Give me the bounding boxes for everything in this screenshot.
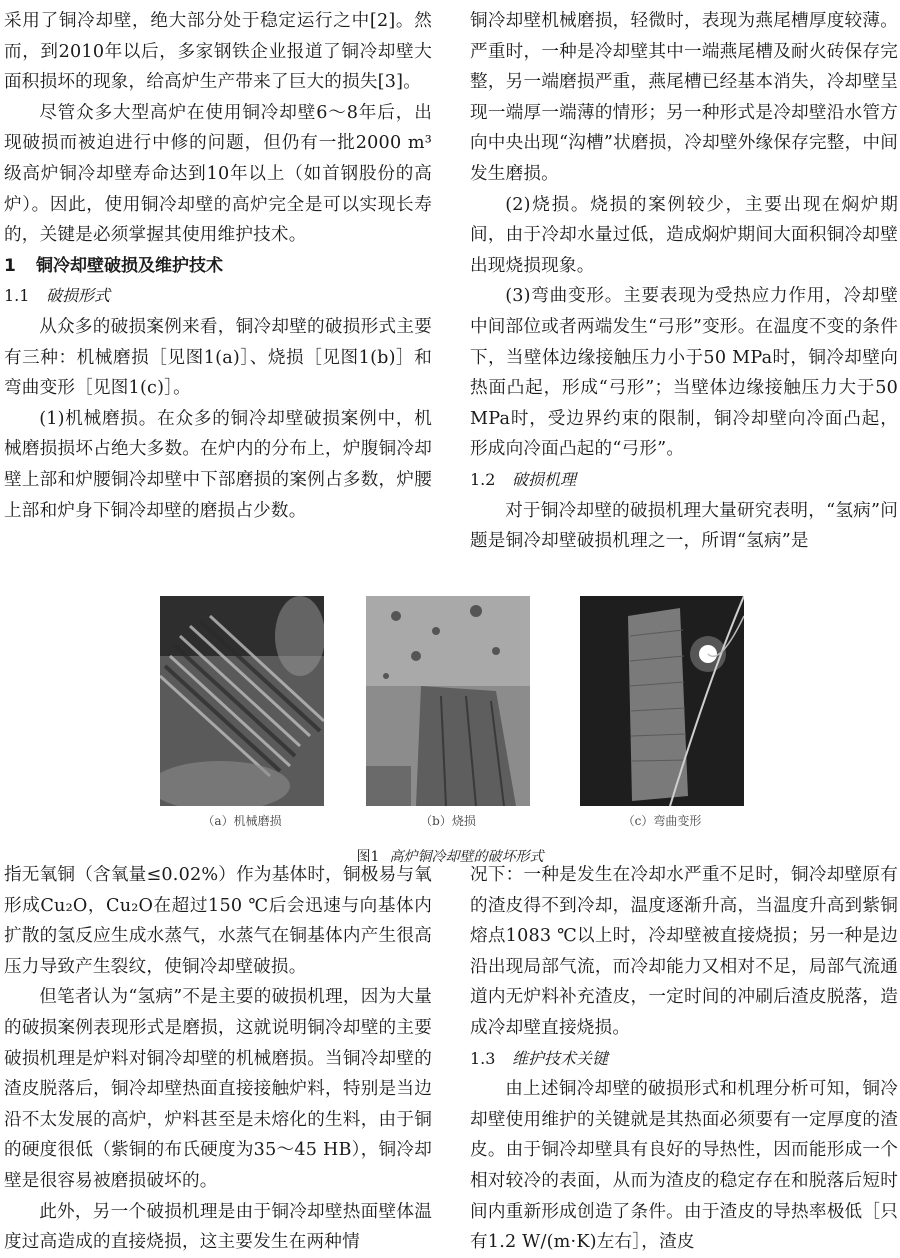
subsection-heading [470, 1044, 898, 1075]
caption-a: （a）机械磨损 [202, 814, 282, 828]
photo-mechanical-wear [160, 596, 324, 806]
section-number: 1 [4, 255, 16, 276]
subsection-heading [4, 281, 432, 312]
paragraph: 铜冷却壁机械磨损，轻微时，表现为燕尾槽厚度较薄。严重时，一种是冷却壁其中一端燕尾槽及耐火砖保存完整，另一端磨损严重，燕尾槽已经基本消失，冷却壁呈现一端厚一端薄的情形；另一种形式是冷却壁沿水管方向中央出现“沟槽”状磨损，冷却壁外缘保存完整，中间发生磨损。 [470, 11, 898, 184]
figure-number: 图1 [356, 849, 380, 865]
paragraph: 由上述铜冷却壁的破损形式和机理分析可知，铜冷却壁使用维护的关键就是其热面必须要有一定厚度的渣皮。由于铜冷却壁具有良好的导热性，因而能形成一个相对较冷的表面，从而为渣皮的稳定存在和脱落后短时间内重新形成创造了条件。由于渣皮的导热率极低［只有1.2 W/(m·K)左右］，渣皮 [470, 1079, 898, 1253]
figure-1 [0, 588, 900, 865]
subsection-title: 破损机理 [512, 469, 577, 489]
photo-burn-damage [366, 596, 530, 806]
paragraph: (2)烧损。烧损的案例较少，主要出现在焖炉期间，由于冷却水量过低，造成焖炉期间大面积铜冷却壁出现烧损现象。 [470, 194, 898, 276]
paragraph: 尽管众多大型高炉在使用铜冷却壁6～8年后，出现破损而被迫进行中修的问题，但仍有一批2000 m³级高炉铜冷却壁寿命达到10年以上（如首钢股份的高炉）。因此，使用铜冷却壁的高炉完全是可以实现长寿的，关键是必须掌握其使用维护技术。 [4, 102, 432, 246]
paragraph: 从众多的破损案例来看，铜冷却壁的破损形式主要有三种：机械磨损［见图1(a)］、烧损［见图1(b)］和弯曲变形［见图1(c)］。 [4, 316, 432, 399]
paragraph: 指无氧铜（含氧量≤0.02%）作为基体时，铜极易与氧形成Cu₂O，Cu₂O在超过150 ℃后会迅速与向基体内扩散的氢反应生成水蒸气，水蒸气在铜基体内产生很高压力导致产生裂纹，使铜冷却壁破损。 [4, 865, 432, 977]
paragraph: (1)机械磨损。在众多的铜冷却壁破损案例中，机械磨损损坏占绝大多数。在炉内的分布上，炉腹铜冷却壁上部和炉腰铜冷却壁中下部磨损的案例占多数，炉腰上部和炉身下铜冷却壁的磨损占少数。 [4, 408, 432, 521]
subsection-number: 1.1 [4, 286, 30, 306]
paragraph: 但笔者认为“氢病”不是主要的破损机理，因为大量的破损案例表现形式是磨损，这就说明铜冷却壁的主要破损机理是炉料对铜冷却壁的机械磨损。当铜冷却壁的渣皮脱落后，铜冷却壁热面直接接触炉料，特别是当边沿不太发展的高炉，炉料甚至是未熔化的生料，由于铜的硬度很低（紫铜的布氏硬度为35～45 HB），铜冷却壁是很容易被磨损破坏的。 [4, 987, 432, 1191]
paragraph: 此外，另一个破损机理是由于铜冷却壁热面壁体温度过高造成的直接烧损，这主要发生在两种情 [4, 1201, 432, 1253]
subsection-number: 1.2 [470, 469, 496, 489]
subsection-number: 1.3 [470, 1048, 496, 1068]
paragraph: (3)弯曲变形。主要表现为受热应力作用，冷却壁中间部位或者两端发生“弓形”变形。在温度不变的条件下，当壁体边缘接触压力小于50 MPa时，铜冷却壁向热面凸起，形成“弓形”；当壁体边缘接触压力大于50 MPa时，受边界约束的限制，铜冷却壁向冷面凸起，形成向冷面凸起的“弓形”。 [470, 286, 898, 460]
subsection-title: 维护技术关键 [512, 1048, 609, 1068]
caption-c: （c）弯曲变形 [622, 814, 702, 828]
section-title: 铜冷却壁破损及维护技术 [36, 255, 223, 276]
paragraph: 况下：一种是发生在冷却水严重不足时，铜冷却壁原有的渣皮得不到冷却，温度逐渐升高，当温度升高到紫铜熔点1083 ℃以上时，冷却壁被直接烧损；另一种是边沿出现局部气流，而冷却能力又相对不足，局部气流通道内无炉料补充渣皮，一定时间的冲刷后渣皮脱落，造成冷却壁直接烧损。 [470, 865, 898, 1038]
subsection-title: 破损形式 [46, 286, 111, 306]
figure-title-text: 高炉铜冷却壁的破坏形式 [389, 849, 544, 865]
paragraph: 采用了铜冷却壁，绝大部分处于稳定运行之中[2]。然而，到2010年以后，多家钢铁企业报道了铜冷却壁大面积损坏的现象，给高炉生产带来了巨大的损失[3]。 [4, 11, 432, 93]
right-column-top [470, 6, 898, 557]
caption-b: （b）烧损 [420, 814, 476, 828]
photo-bending-deformation [580, 596, 744, 806]
left-column-bottom [4, 860, 432, 1258]
section-heading [4, 251, 432, 282]
subsection-heading [470, 465, 898, 496]
right-column-bottom [470, 860, 898, 1258]
paragraph: 对于铜冷却壁的破损机理大量研究表明，“氢病”问题是铜冷却壁破损机理之一，所谓“氢病”是 [470, 500, 898, 552]
left-column-top [4, 6, 432, 526]
